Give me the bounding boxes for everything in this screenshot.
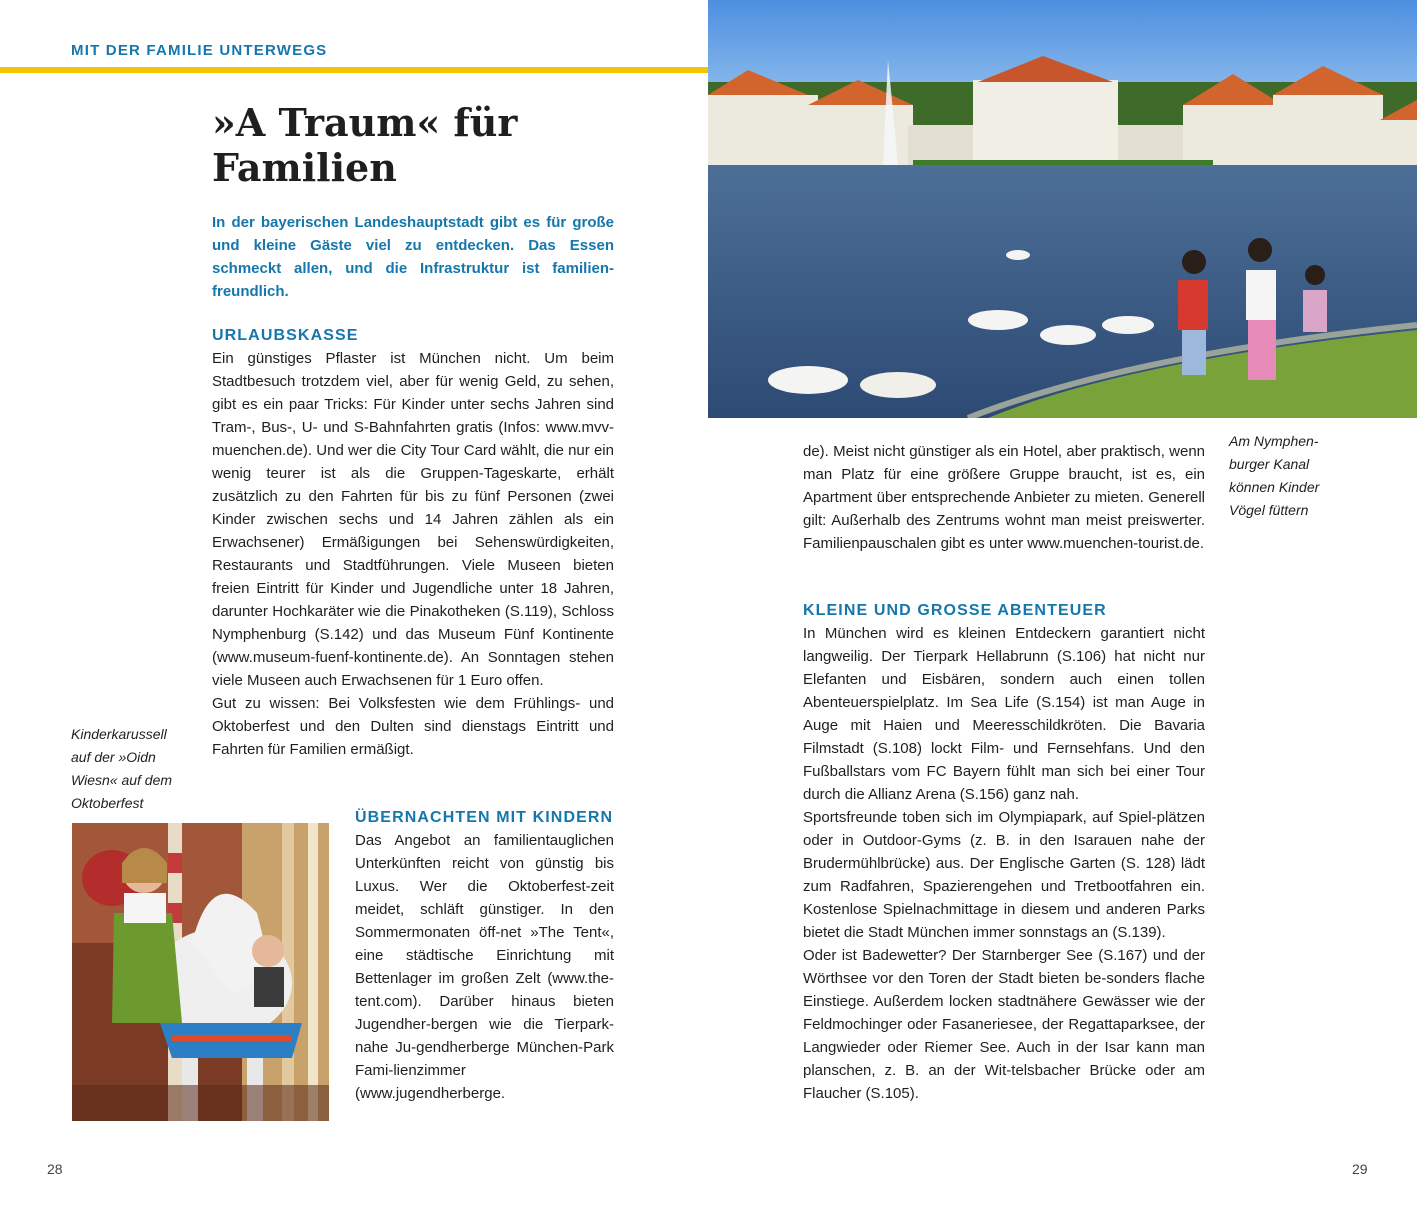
section-heading: KLEINE UND GROSSE ABENTEUER [803, 602, 1107, 619]
section-urlaubskasse [212, 324, 614, 761]
nymphenburg-photo [708, 0, 1417, 418]
page-number-left: 28 [47, 1161, 63, 1177]
paragraph-continuation: de). Meist nicht günstiger als ein Hotel, aber praktisch, wenn man Platz für eine größere Gruppe braucht, ist es, ein Apartment über entsprechende Anbieter zu mieten. Generell gilt: Außerhalb des Zentrums wohnt man meist preiswerter. Familienpauschalen gibt es unter www.muenchen-tourist.de. [803, 443, 1205, 552]
article-lead: In der bayerischen Landeshauptstadt gibt es für große und kleine Gäste viel zu entdecken. Das Essen schmeckt allen, und die Infrastruktur ist familien-freundlich. [212, 214, 614, 300]
photo-caption-carousel: Kinderkarussell auf der »Oidn Wiesn« auf dem Oktoberfest [71, 726, 173, 811]
paragraph: Oder ist Badewetter? Der Starnberger See (S.167) und der Wörthsee vor den Toren der Stadt bieten be-sonders flache Einstiege. Außerdem locken stadtnähere Gewässer wie der Feldmochinger oder Fasaneriesee, der Regattaparksee, der Langwieder oder Riemer See. Auch in der Isar kann man planschen, z. B. an der Wit-telsbacher Brücke oder am Flaucher (S.105). [803, 947, 1205, 1102]
carousel-photo [72, 823, 329, 1121]
paragraph: In München wird es kleinen Entdeckern garantiert nicht langweilig. Der Tierpark Hellabrunn (S.106) hat nicht nur Elefanten und Eisbären, sondern auch einen tollen Abenteuerspielplatz. Im Sea Life (S.154) ist man Auge in Auge mit Haien und Meeresschildkröten. Die Bavaria Filmstadt (S.108) lockt Film- und Fernsehfans. Und den Fußballstars vom FC Bayern fühlt man sich bei einer Tour durch die Allianz Arena (S.156) ganz nah. [803, 625, 1205, 803]
section-uebernachten [355, 806, 614, 1105]
photo-caption-nymphenburg: Am Nymphen-burger Kanal können Kinder Vögel füttern [1229, 433, 1320, 518]
paragraph: Gut zu wissen: Bei Volksfesten wie dem Frühlings- und Oktoberfest und den Dulten sind dienstags Eintritt und Fahrten für Familien ermäßigt. [212, 695, 614, 758]
section-heading: ÜBERNACHTEN MIT KINDERN [355, 809, 614, 826]
section-abenteuer [803, 599, 1205, 1105]
page-number-right: 29 [1352, 1161, 1368, 1177]
section-heading: URLAUBSKASSE [212, 327, 359, 344]
article-title: »A Traum« für Familien [212, 100, 518, 190]
section-label: MIT DER FAMILIE UNTERWEGS [71, 42, 328, 59]
paragraph: Ein günstiges Pflaster ist München nicht. Um beim Stadtbesuch trotzdem viel, aber für wenig Geld, zu sehen, gibt es ein paar Tricks: Für Kinder unter sechs Jahren sind Tram-, Bus-, U- und S-Bahnfahrten gratis (Infos: www.mvv-muenchen.de). Und wer die City Tour Card wählt, die nur ein wenig teurer ist als die Gruppen-Tageskarte, erhält zusätzlich zu den Fahrten für bis zu fünf Personen (zwei Kinder zwischen sechs und 14 Jahren zählen als ein Erwachsener) Ermäßigungen bei Sehenswürdigkeiten, Restaurants und Stadtführungen. Viele Museen bieten freien Eintritt für Kinder und Jugendliche unter 18 Jahren, darunter Hochkaräter wie die Pinakotheken (S.119), Schloss Nymphenburg (S.142) und das Museum Fünf Kontinente (www.museum-fuenf-kontinente.de). An Sonntagen stehen viele Museen auch Erwachsenen für 1 Euro offen. [212, 350, 614, 689]
header-rule [0, 67, 708, 73]
paragraph: Das Angebot an familientauglichen Unterkünften reicht von günstig bis Luxus. Wer die Oktoberfest-zeit meidet, schläft günstiger. In den Sommermonaten öff-net »The Tent«, eine städtische Einrichtung mit Bettenlager im großen Zelt (www.the-tent.com). Darüber hinaus bieten Jugendher-bergen wie die Tierpark-nahe Ju-gendherberge München-Park Fami-lienzimmer (www.jugendherberge. [355, 832, 614, 1102]
paragraph: Sportsfreunde toben sich im Olympiapark, auf Spiel-plätzen oder in Outdoor-Gyms (z. B. in den Isarauen nahe der Brudermühlbrücke) aus. Der Englische Garten (S. 128) lädt zum Radfahren, Spazierengehen und Tretbootfahren ein. Kostenlose Spielnachmittage in diesem und anderen Parks bietet die Stadt München immer sonnstags an (S.139). [803, 809, 1205, 941]
